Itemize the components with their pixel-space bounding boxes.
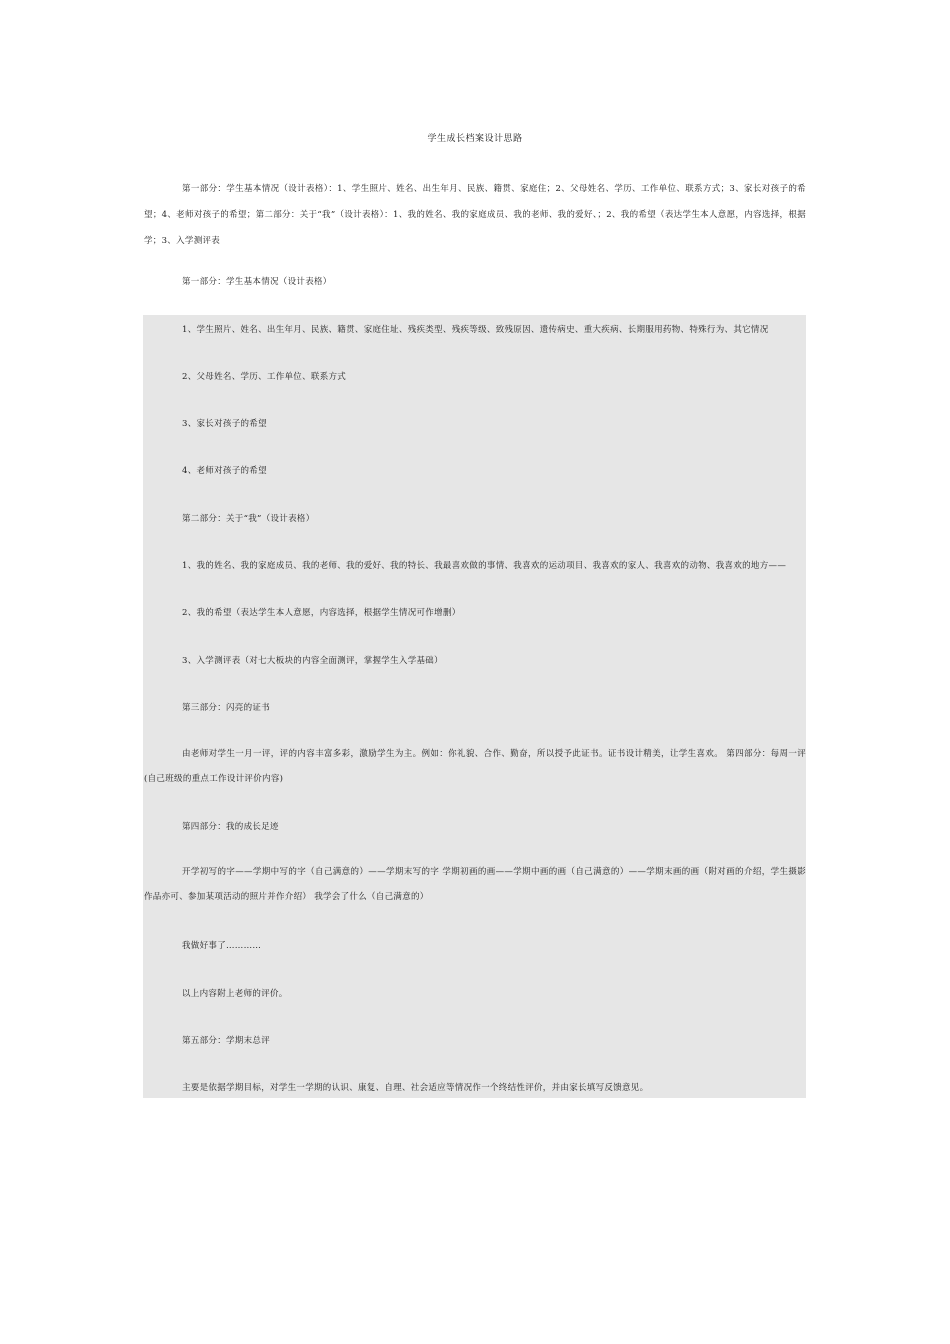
section1-heading: 第一部分：学生基本情况（设计表格） — [182, 277, 332, 287]
item-entrance-assessment: 3、入学测评表（对七大板块的内容全面测评，掌握学生入学基础） — [182, 656, 443, 666]
item-teacher-hope: 4、老师对孩子的希望 — [182, 466, 267, 476]
intro-paragraph: 第一部分：学生基本情况（设计表格）：1、学生照片、姓名、出生年月、民族、籍贯、家庭住；2、父母姓名、学历、工作单位、联系方式；3、家长对孩子的希望；4、老师对孩子的希望；第二部分：关于“我”（设计表格）：1、我的姓名、我的家庭成员、我的老师、我的爱好、；2、我的希望（表达学生本人意愿，内容选择，根据学；3、入学测评表 — [144, 184, 806, 246]
item-my-hope: 2、我的希望（表达学生本人意愿，内容选择，根据学生情况可作增删） — [182, 608, 461, 618]
section4-heading: 第四部分：我的成长足迹 — [182, 822, 279, 832]
final-evaluation-paragraph: 主要是依据学期目标，对学生一学期的认识、康复、自理、社会适应等情况作一个终结性评价，并由家长填写反馈意见。 — [182, 1083, 649, 1093]
item-about-me: 1、我的姓名、我的家庭成员、我的老师、我的爱好、我的特长、我最喜欢做的事情、我喜欢的运动项目、我喜欢的家人、我喜欢的动物、我喜欢的地方—— — [182, 561, 787, 571]
section2-heading: 第二部分：关于“我”（设计表格） — [182, 514, 315, 524]
good-deeds-line: 我做好事了………… — [182, 941, 262, 951]
teacher-comment-line: 以上内容附上老师的评价。 — [182, 989, 288, 999]
certificate-paragraph: 由老师对学生一月一评，评的内容丰富多彩，激励学生为主。例如：你礼貌、合作、勤奋，所以授予此证书。证书设计精美，让学生喜欢。 第四部分：每周一评(自己班级的重点工作设计评价内容) — [144, 749, 806, 784]
item-basic-info: 1、学生照片、姓名、出生年月、民族、籍贯、家庭住址、残疾类型、残疾等级、致残原因、遗传病史、重大疾病、长期服用药物、特殊行为、其它情况 — [182, 325, 769, 335]
document-title: 学生成长档案设计思路 — [427, 134, 523, 144]
item-parents-info: 2、父母姓名、学历、工作单位、联系方式 — [182, 372, 347, 382]
item-parents-hope: 3、家长对孩子的希望 — [182, 419, 267, 429]
section5-heading: 第五部分：学期末总评 — [182, 1036, 271, 1046]
section3-heading: 第三部分：闪亮的证书 — [182, 703, 271, 713]
growth-paragraph: 开学初写的字——学期中写的字（自己满意的）——学期末写的字 学期初画的画——学期中画的画（自己满意的）——学期末画的画（附对画的介绍，学生摄影作品亦可、参加某项活动的照片并作介绍） 我学会了什么（自己满意的） — [144, 867, 806, 902]
